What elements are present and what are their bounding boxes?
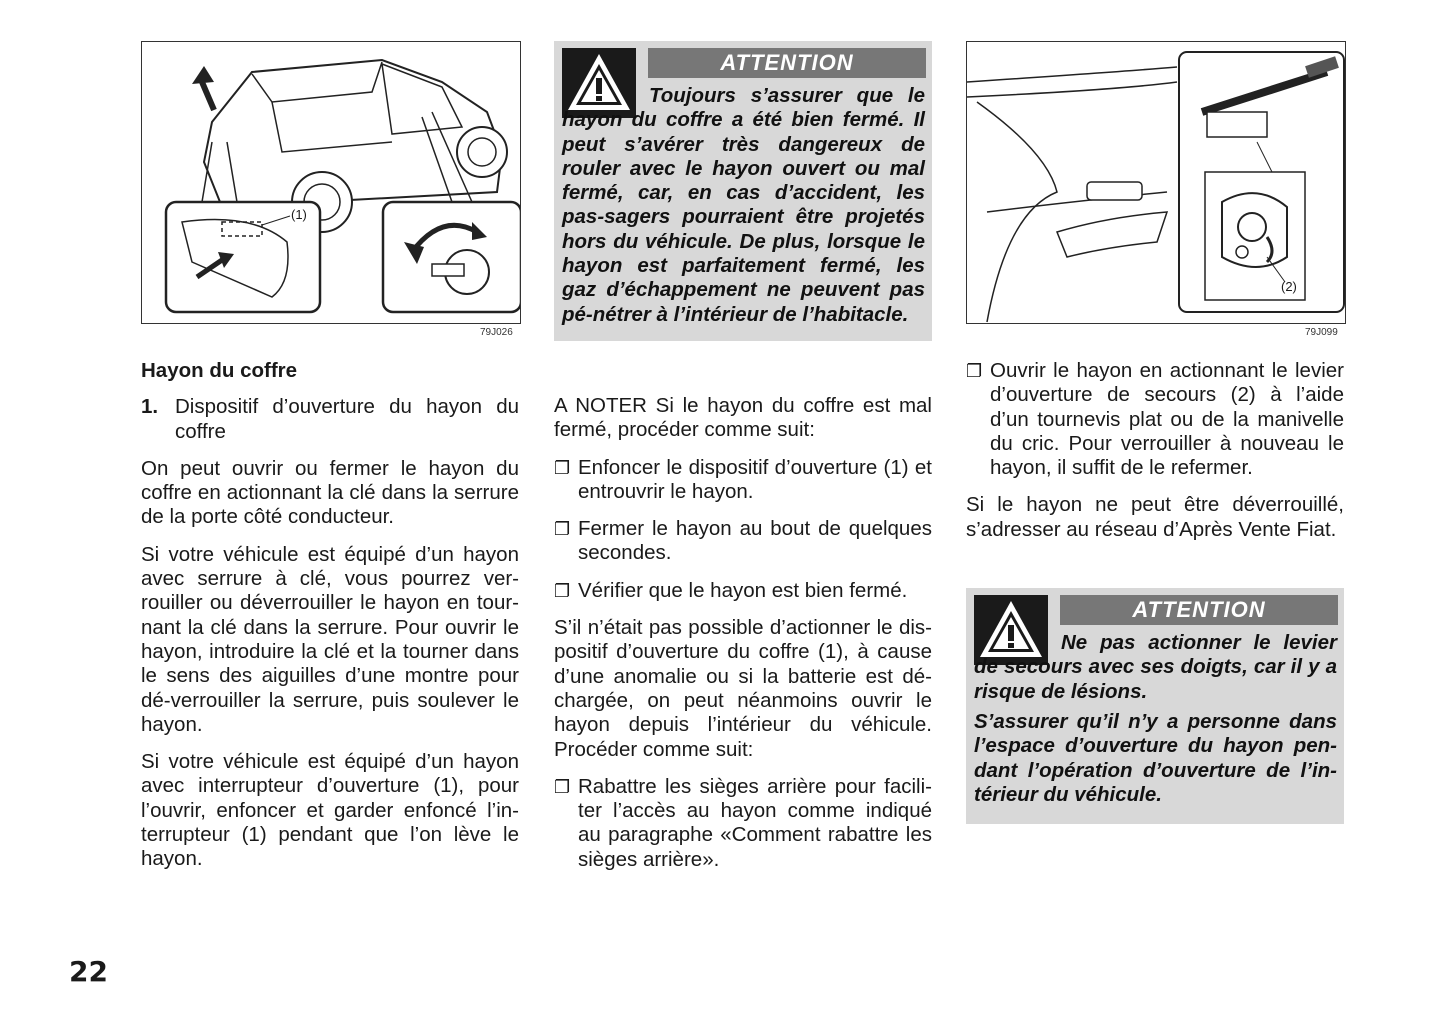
- column-2: [554, 394, 932, 885]
- figure-code-left: 79J026: [480, 327, 513, 338]
- section-heading: Hayon du coffre: [141, 359, 298, 382]
- checkbox-bullet-icon: ❐: [554, 776, 571, 797]
- bullet-item: [554, 775, 932, 872]
- paragraph: Si le hayon ne peut être déverrouillé, s’adresser au réseau d’Après Vente Fiat.: [966, 493, 1344, 541]
- figure-code-right: 79J099: [1305, 327, 1338, 338]
- column-3: [966, 359, 1344, 555]
- checkbox-bullet-icon: ❐: [554, 580, 571, 601]
- warning-text-bottom-2: S’assurer qu’il n’y a personne dans l’espace d’ouverture du hayon pen-dant l’opération d’ouverture de l’in-térieur du véhicule.: [974, 710, 1337, 806]
- checkbox-bullet-icon: ❐: [966, 361, 983, 381]
- paragraph-3: Si votre véhicule est équipé d’un hayon avec interrupteur d’ouverture (1), pour l’ouvrir, enfoncer et garder enfoncé l’in-terrupteur (1) pendant que l’on lève le hayon.: [141, 750, 519, 871]
- checkbox-bullet-icon: ❐: [554, 519, 571, 540]
- bullet-text: Enfoncer le dispositif d’ouverture (1) et entrouvrir le hayon.: [578, 455, 932, 503]
- car-illustration: [142, 42, 520, 323]
- item-text: Dispositif d’ouverture du hayon du coffre: [175, 395, 519, 443]
- bullet-text: Rabattre les sièges arrière pour facili-ter l’accès au hayon comme indiqué au paragraphe «Comment rabattre les sièges arrière».: [578, 774, 932, 871]
- warning-title-top: ATTENTION: [648, 48, 926, 78]
- numbered-item-1: [141, 395, 519, 444]
- bullet-item: [966, 359, 1344, 480]
- bullet-text: Vérifier que le hayon est bien fermé.: [578, 578, 908, 602]
- warning-text-bottom-1: Ne pas actionner le levier de secours avec ses doigts, car il y a risque de lésions.: [974, 631, 1337, 703]
- callout-1: (1): [291, 207, 307, 222]
- figure-tailgate-car: [141, 41, 521, 324]
- warning-title-bottom: ATTENTION: [1060, 595, 1338, 625]
- checkbox-bullet-icon: ❐: [554, 457, 571, 478]
- figure-emergency-lever: [966, 41, 1346, 324]
- paragraph-1: On peut ouvrir ou fermer le hayon du coffre en actionnant la clé dans la serrure de la porte côté conducteur.: [141, 456, 519, 529]
- paragraph: S’il n’était pas possible d’actionner le dis-positif d’ouverture du coffre (1), à cause d’une anomalie ou si la batterie est dé-chargée, on peut néanmoins ouvrir le hayon depuis l’intérieur du véhicule. Procéder comme suit:: [554, 616, 932, 761]
- warning-box-top: [554, 41, 932, 341]
- warning-text-top: Toujours s’assurer que le hayon du coffre a été bien fermé. Il peut s’avérer très dangereux de rouler avec le hayon ouvert ou mal fermé, car, en cas d’accident, les pas-sagers pourraient être projetés hors du véhicule. De plus, lorsque le hayon est parfaitement fermé, les gaz d’échappement ne peuvent pas pé-nétrer à l’intérieur de l’habitacle.: [562, 84, 925, 326]
- note-paragraph: A NOTER Si le hayon du coffre est mal fermé, procéder comme suit:: [554, 394, 932, 442]
- page-number: 22: [69, 955, 108, 988]
- bullet-text: Fermer le hayon au bout de quelques secondes.: [578, 517, 932, 565]
- paragraph-2: Si votre véhicule est équipé d’un hayon avec serrure à clé, vous pourrez ver-rouiller ou déverrouiller le hayon en tour-nant la clé dans la serrure. Pour ouvrir le hayon, introduire la clé et la tourner dans le sens des aiguilles d’une montre pour dé-verrouiller la serrure, puis soulever le hayon.: [141, 542, 519, 736]
- bullet-item: [554, 579, 932, 603]
- bullet-item: [554, 517, 932, 566]
- callout-2: (2): [1281, 279, 1297, 294]
- item-number: 1.: [141, 395, 159, 419]
- bullet-item: [554, 456, 932, 505]
- warning-box-bottom: [966, 588, 1344, 824]
- column-1: [141, 359, 519, 885]
- bullet-text: Ouvrir le hayon en actionnant le levier d’ouverture de secours (2) à l’aide d’un tournevis plat ou de la manivelle du cric. Pour verrouiller à nouveau le hayon, il suffit de le refermer.: [990, 359, 1344, 480]
